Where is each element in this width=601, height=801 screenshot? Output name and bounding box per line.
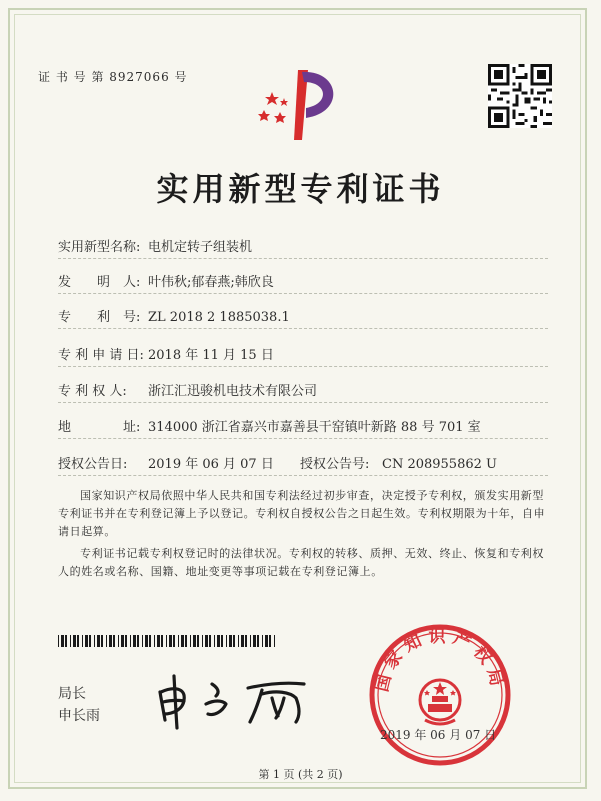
field-inventor	[58, 271, 274, 290]
divider	[58, 293, 548, 294]
field-name-label: 实用新型名称:	[58, 240, 141, 255]
field-grant-no	[300, 453, 497, 472]
field-holder-value: 浙江汇迅骏机电技术有限公司	[148, 384, 318, 399]
field-address-label: 地 址:	[58, 420, 141, 435]
field-patent-no	[58, 306, 290, 325]
certificate-number: 证 书 号 第 8927066 号	[38, 70, 188, 84]
director-signature	[150, 670, 330, 730]
barcode	[58, 635, 276, 647]
field-name	[58, 236, 252, 255]
seal-text: 国家知识产权局	[372, 626, 508, 694]
divider	[58, 475, 548, 476]
page-number: 第 1 页 (共 2 页)	[258, 768, 343, 781]
field-name-value: 电机定转子组装机	[148, 240, 253, 255]
official-seal	[365, 620, 515, 770]
divider	[58, 258, 548, 259]
national-emblem-icon	[420, 680, 460, 724]
field-address	[58, 416, 481, 435]
divider	[58, 402, 548, 403]
certificate-title: 实用新型专利证书	[156, 170, 445, 208]
divider	[58, 438, 548, 439]
field-grant-date	[58, 453, 274, 472]
grant-statement: 国家知识产权局依照中华人民共和国专利法经过初步审查，决定授予专利权，颁发实用新型专利证书并在专利登记簿上予以登记。专利权自授权公告之日起生效。专利权期限为十年，自申请日起算。	[58, 489, 546, 538]
qr-code	[488, 64, 552, 128]
field-address-value: 314000 浙江省嘉兴市嘉善县干窑镇叶新路 88 号 701 室	[148, 420, 481, 435]
field-patent-no-value: ZL 2018 2 1885038.1	[148, 310, 290, 325]
director-title: 局长	[58, 686, 86, 702]
field-grant-no-label: 授权公告号:	[300, 457, 370, 472]
field-filing-date-label: 专 利 申 请 日:	[58, 348, 144, 363]
field-holder-label: 专 利 权 人:	[58, 384, 127, 399]
divider	[58, 328, 548, 329]
field-filing-date	[58, 344, 274, 363]
field-filing-date-value: 2018 年 11 月 15 日	[148, 348, 274, 363]
legal-status-note: 专利证书记载专利权登记时的法律状况。专利权的转移、质押、无效、终止、恢复和专利权人的姓名或名称、国籍、地址变更等事项记载在专利登记簿上。	[58, 547, 544, 578]
field-holder	[58, 380, 317, 399]
field-grant-no-value: CN 208955862 U	[382, 457, 497, 472]
director-name: 申长雨	[58, 708, 100, 724]
patent-office-logo	[250, 62, 350, 142]
field-inventor-label: 发 明 人:	[58, 275, 141, 290]
field-grant-date-label: 授权公告日:	[58, 457, 128, 472]
field-patent-no-label: 专 利 号:	[58, 310, 141, 325]
divider	[58, 366, 548, 367]
field-grant-date-value: 2019 年 06 月 07 日	[148, 457, 274, 472]
field-inventor-value: 叶伟秋;郁春燕;韩欣良	[148, 275, 274, 290]
seal-date: 2019 年 06 月 07 日	[380, 728, 497, 742]
